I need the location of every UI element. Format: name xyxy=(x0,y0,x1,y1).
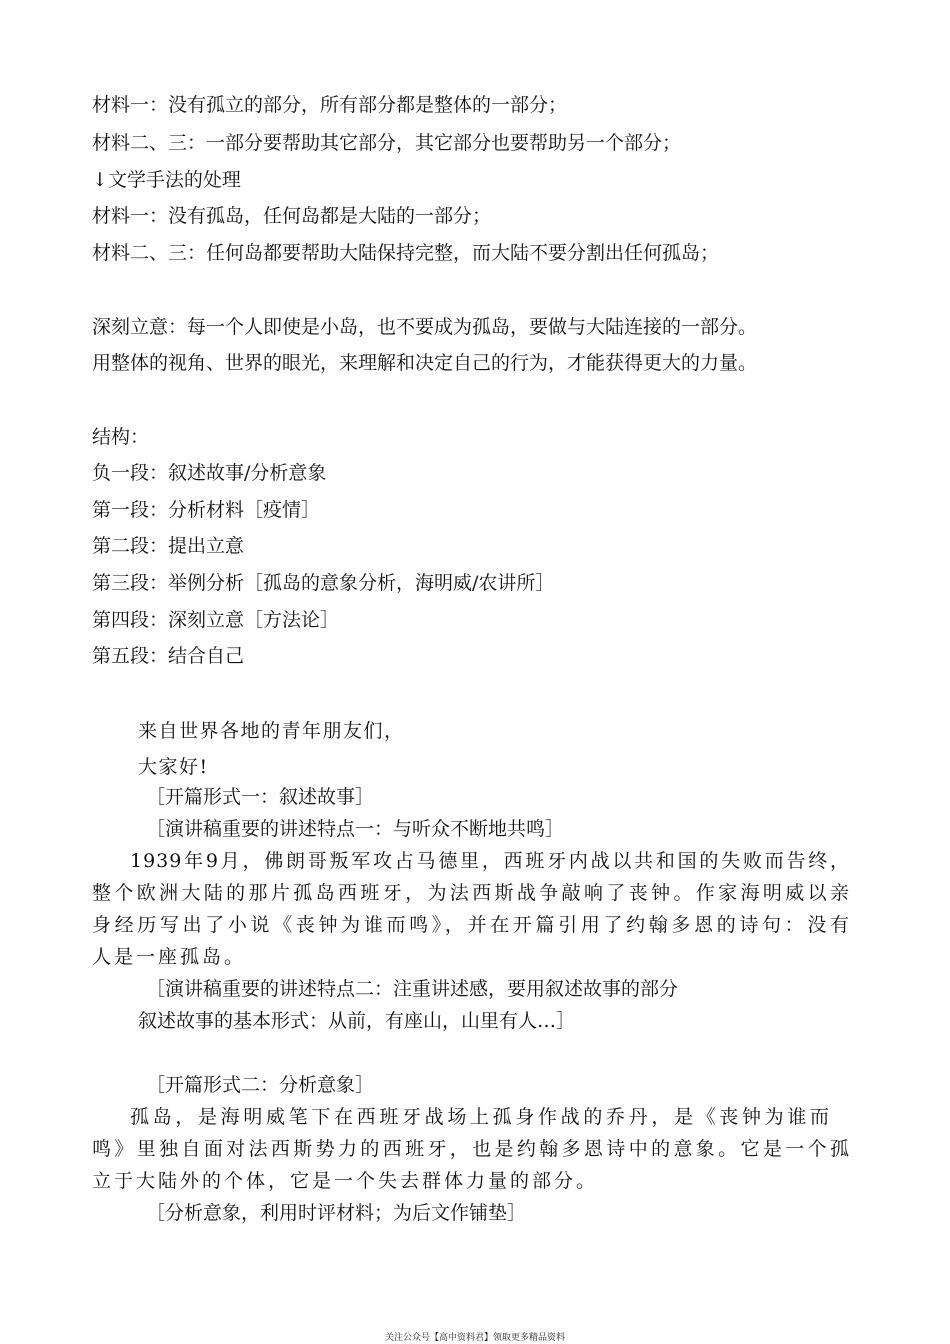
paragraph-line: 身经历写出了小说《丧钟为谁而鸣》，并在开篇引用了约翰多恩的诗句：没有 xyxy=(92,914,850,936)
annotation: 叙述故事的基本形式：从前，有座山，山里有人…］ xyxy=(138,1010,576,1032)
analysis-line: 材料二、三：一部分要帮助其它部分，其它部分也要帮助另一个部分； xyxy=(92,132,682,154)
analysis-line: ↓文学手法的处理 xyxy=(92,169,241,191)
structure-item: 第一段：分析材料［疫情］ xyxy=(92,499,321,521)
annotation: ［分析意象，利用时评材料；为后文作铺垫］ xyxy=(146,1202,527,1224)
annotation: ［开篇形式一：叙述故事］ xyxy=(146,786,375,808)
analysis-line: 材料一：没有孤岛，任何岛都是大陆的一部分； xyxy=(92,205,492,227)
greeting: 来自世界各地的青年朋友们， xyxy=(138,720,405,742)
structure-item: 第二段：提出立意 xyxy=(92,535,245,557)
structure-item: 负一段：叙述故事/分析意象 xyxy=(92,462,327,484)
theme-line: 深刻立意：每一个人即使是小岛，也不要成为孤岛，要做与大陆连接的一部分。 xyxy=(92,316,758,338)
analysis-line: 材料二、三：任何岛都要帮助大陆保持完整，而大陆不要分割出任何孤岛； xyxy=(92,242,720,264)
paragraph-line: 1939年9月，佛朗哥叛军攻占马德里，西班牙内战以共和国的失败而告终， xyxy=(130,850,850,872)
annotation: ［开篇形式二：分析意象］ xyxy=(146,1074,375,1096)
paragraph-line: 立于大陆外的个体，它是一个失去群体力量的部分。 xyxy=(92,1170,599,1192)
analysis-line: 材料一：没有孤立的部分，所有部分都是整体的一部分； xyxy=(92,94,568,116)
paragraph-line: 人是一座孤岛。 xyxy=(92,946,247,968)
annotation: ［演讲稿重要的讲述特点二：注重讲述感，要用叙述故事的部分 xyxy=(146,978,679,1000)
structure-heading: 结构： xyxy=(92,426,150,448)
theme-line: 用整体的视角、世界的眼光，来理解和决定自己的行为，才能获得更大的力量。 xyxy=(92,352,758,374)
structure-item: 第四段：深刻立意［方法论］ xyxy=(92,609,340,631)
paragraph-line: 整个欧洲大陆的那片孤岛西班牙，为法西斯战争敲响了丧钟。作家海明威以亲 xyxy=(92,882,850,904)
paragraph-line: 鸣》里独自面对法西斯势力的西班牙，也是约翰多恩诗中的意象。它是一个孤 xyxy=(92,1138,850,1160)
annotation: ［演讲稿重要的讲述特点一：与听众不断地共鸣］ xyxy=(146,818,565,840)
greeting: 大家好! xyxy=(138,756,209,778)
structure-item: 第三段：举例分析［孤岛的意象分析，海明威/农讲所］ xyxy=(92,572,555,594)
footer-note: 关注公众号【高中资料君】领取更多精品资料 xyxy=(384,1333,565,1343)
paragraph-line: 孤岛，是海明威笔下在西班牙战场上孤身作战的乔丹，是《丧钟为谁而 xyxy=(130,1106,830,1128)
structure-item: 第五段：结合自己 xyxy=(92,645,245,667)
